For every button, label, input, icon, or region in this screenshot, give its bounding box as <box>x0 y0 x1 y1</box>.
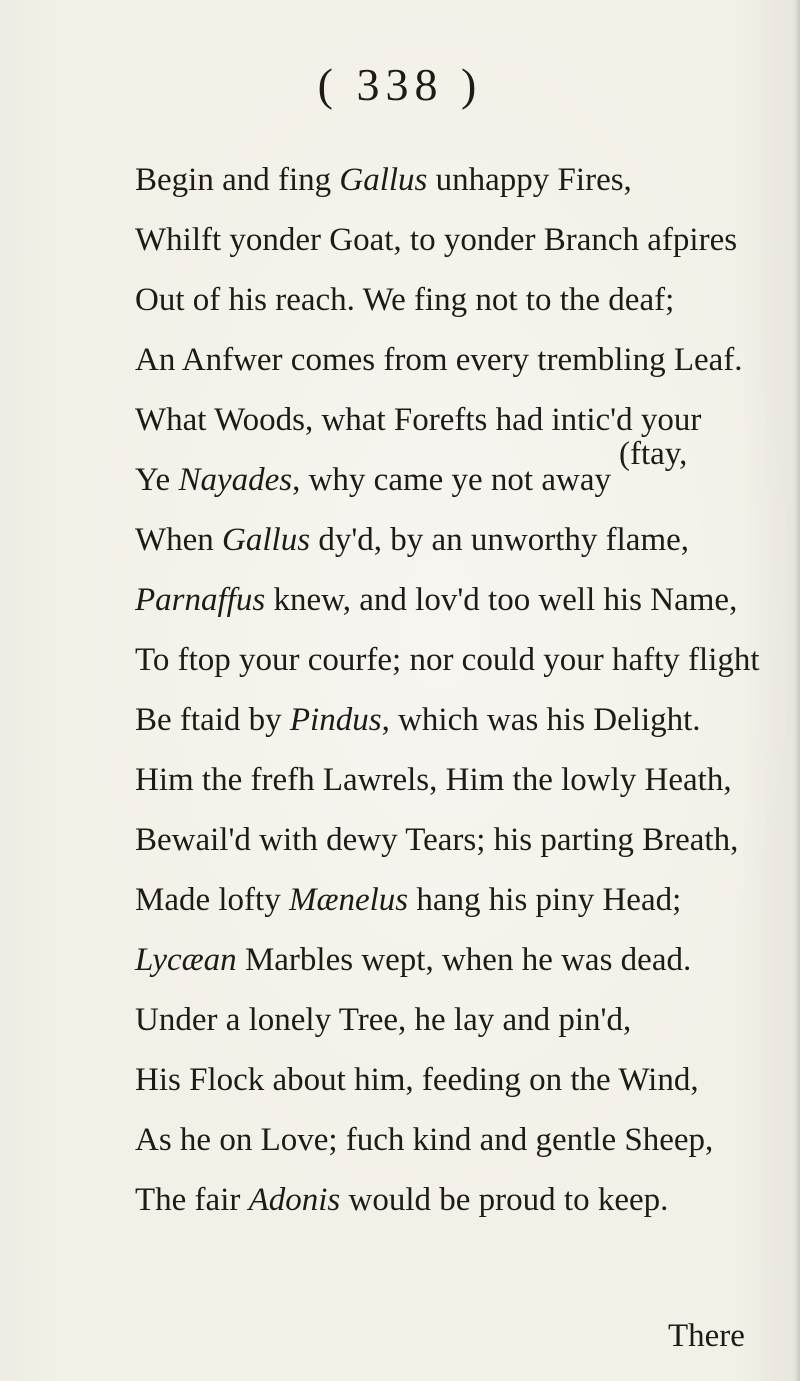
verse-line <box>135 630 795 690</box>
verse-text: Ye <box>135 462 179 498</box>
verse-italic: Gallus <box>222 522 311 558</box>
verse-italic: Nayades <box>178 462 293 498</box>
verse-text: Made lofty <box>135 882 289 918</box>
verse-line <box>135 1050 795 1110</box>
verse-italic: Gallus <box>339 162 428 198</box>
verse-line <box>135 930 795 990</box>
verse-text: Out of his reach. We fing not to the deaf; <box>135 282 675 318</box>
verse-text: Begin and fing <box>135 162 340 198</box>
verse-line <box>135 570 795 630</box>
verse-text: What Woods, what Forefts had intic'd your <box>135 402 702 438</box>
verse-line <box>135 330 795 390</box>
verse-line <box>135 436 795 510</box>
verse-line <box>135 1170 795 1230</box>
verse-italic: Pindus <box>289 702 382 738</box>
verse-line <box>135 690 795 750</box>
verse-text: Marbles wept, when he was dead. <box>236 942 692 978</box>
verse-line <box>135 1110 795 1170</box>
verse-text: would be proud to keep. <box>340 1182 669 1218</box>
verse-text: hang his piny Head; <box>408 882 682 918</box>
verse-text: Be ftaid by <box>135 702 290 738</box>
verse-text: Whilft yonder Goat, to yonder Branch afpires <box>135 222 738 258</box>
verse-line <box>135 150 795 210</box>
verse-text: Bewail'd with dewy Tears; his parting Breath, <box>135 822 739 858</box>
verse-line <box>135 750 795 810</box>
verse-text: The fair <box>135 1182 249 1218</box>
page-number: ( 338 ) <box>317 59 483 110</box>
verse-line <box>135 210 795 270</box>
poem-verse <box>135 150 795 1230</box>
verse-text: Him the frefh Lawrels, Him the lowly Heath, <box>135 762 732 798</box>
verse-text: To ftop your courfe; nor could your hafty flight <box>135 642 760 678</box>
verse-line <box>135 390 795 450</box>
verse-text: Under a lonely Tree, he lay and pin'd, <box>135 1002 632 1038</box>
verse-text: An Anfwer comes from every trembling Leaf. <box>135 342 743 378</box>
verse-italic: Parnaffus <box>135 582 266 618</box>
verse-line <box>135 510 795 570</box>
turnover-word: (ftay, <box>619 436 688 472</box>
catchword: There <box>668 1318 745 1354</box>
verse-text: unhappy Fires, <box>427 162 632 198</box>
verse-text: dy'd, by an unworthy flame, <box>310 522 690 558</box>
verse-text: , which was his Delight. <box>381 702 701 738</box>
verse-italic: Mænelus <box>288 882 409 918</box>
verse-text: knew, and lov'd too well his Name, <box>265 582 738 618</box>
verse-line <box>135 810 795 870</box>
verse-text: , why came ye not away <box>292 462 611 498</box>
verse-text: His Flock about him, feeding on the Wind, <box>135 1062 699 1098</box>
verse-line <box>135 990 795 1050</box>
verse-italic: Lycæan <box>135 942 237 978</box>
verse-italic: Adonis <box>248 1182 341 1218</box>
verse-line <box>135 270 795 330</box>
page-edge-shadow <box>794 0 800 1381</box>
verse-line <box>135 870 795 930</box>
verse-text: When <box>135 522 223 558</box>
verse-text: As he on Love; fuch kind and gentle Sheep, <box>135 1122 714 1158</box>
